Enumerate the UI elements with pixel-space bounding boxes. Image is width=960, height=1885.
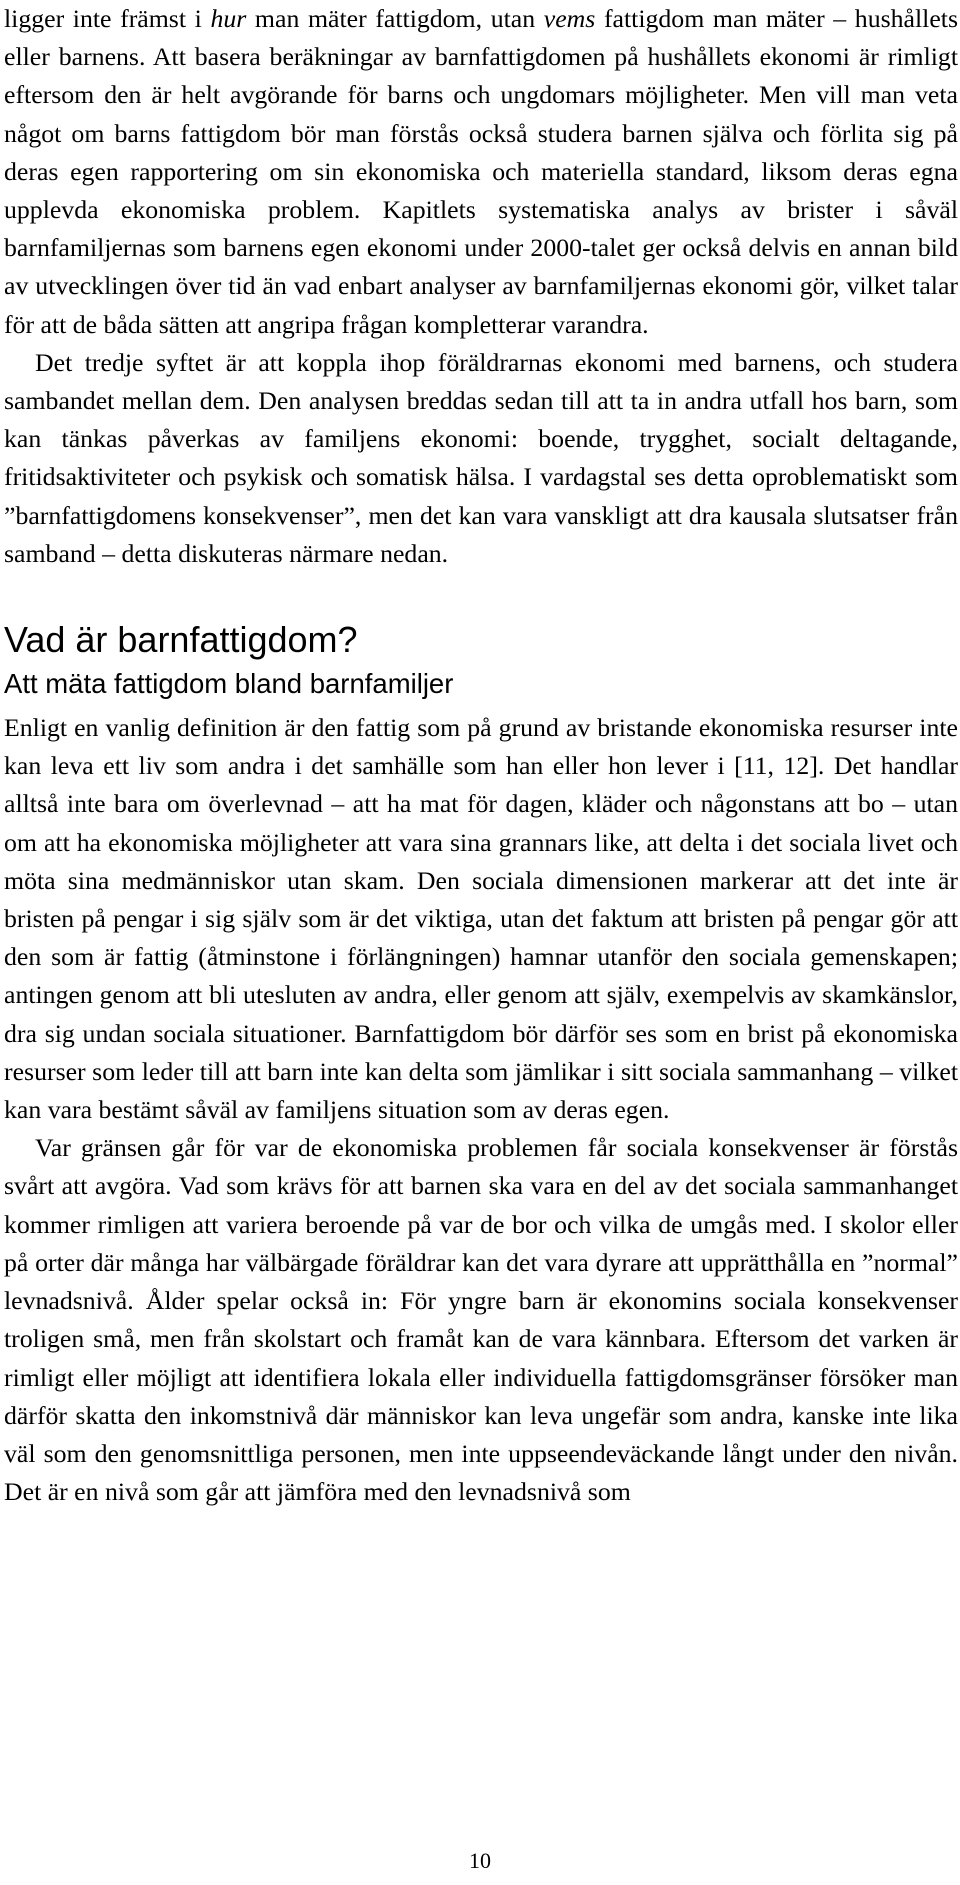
section-paragraph-1: Enligt en vanlig definition är den fattig som på grund av bristande ekonomiska resurser inte kan leva ett liv som andra i det samhälle som han eller hon lever i [11, 12]. Det handlar alltså inte bara om överlevnad – att ha mat för dagen, kläder och någonstans att bo – utan om att ha ekonomiska möjligheter att vara sina grannars like, att delta i det sociala livet och möta sina medmänniskor utan skam. Den sociala dimensionen markerar att det inte är bristen på pengar i sig själv som är det viktiga, utan det faktum att bristen på pengar gör att den som är fattig (åtminstone i förlängningen) hamnar utanför den sociala gemenskapen; antingen genom att bli utesluten av andra, eller genom att själv, exempelvis av skamkänslor, dra sig undan sociala situationer. Barnfattigdom bör därför ses som en brist på ekonomiska resurser som leder till att barn inte kan delta som jämlikar i sitt sociala sammanhang – vilket kan vara bestämt såväl av familjens situation som av deras egen. <box>4 713 958 1125</box>
intro-paragraph-1-text-b: man mäter fattigdom, utan <box>246 4 544 33</box>
emphasis-hur: hur <box>210 4 247 33</box>
section-paragraph-2: Var gränsen går för var de ekonomiska problemen får sociala konsekvenser är förstås svårt att avgöra. Vad som krävs för att barnen ska vara en del av det sociala sammanhanget kommer rimligen att variera beroende på var de bor och vilka de umgås med. I skolor eller på orter där många har välbärgade föräldrar kan det vara dyrare att upprätthålla en ”normal” levnadsnivå. Ålder spelar också in: För yngre barn är ekonomins sociala konsekvenser troligen små, men från skolstart och framåt kan de vara kännbara. Eftersom det varken är rimligt eller möjligt att identifiera lokala eller individuella fattigdomsgränser försöker man därför skatta den inkomstnivå där människor kan leva ungefär som andra, kanske inte lika väl som den genomsnittliga personen, men inte uppseendeväckande långt under den nivån. Det är en nivå som går att jämföra med den levnadsnivå som <box>4 1133 958 1507</box>
intro-paragraph-1-text-c: fattigdom man mäter – hushållets eller barnens. Att basera beräkningar av barnfattigdomen på hushållets ekonomi är rimligt eftersom den är helt avgörande för barns och ungdomars möjligheter. Men vill man veta något om barns fattigdom bör man förstås också studera barnen själva och förlita sig på deras egen rapportering om sin ekonomiska och materiella standard, liksom deras egna upplevda ekonomiska problem. Kapitlets systematiska analys av brister i såväl barnfamiljernas som barnens egen ekonomi under 2000-talet ger också delvis en annan bild av utvecklingen över tid än vad enbart analyser av barnfamiljernas ekonomi gör, vilket talar för att de båda sätten att angripa frågan kompletterar varandra. <box>4 4 958 339</box>
page-content <box>4 0 958 1511</box>
intro-paragraph-1 <box>4 0 958 344</box>
intro-paragraph-2: Det tredje syftet är att koppla ihop föräldrarnas ekonomi med barnens, och studera sambandet mellan dem. Den analysen breddas sedan till att ta in andra utfall hos barn, som kan tänkas påverkas av familjens ekonomi: boende, trygghet, socialt deltagande, fritidsaktiviteter och psykisk och somatisk hälsa. I vardagstal ses detta oproblematiskt som ”barnfattigdomens konsekvenser”, men det kan vara vanskligt att dra kausala slutsatser från samband – detta diskuteras närmare nedan. <box>4 347 958 568</box>
section-heading: Vad är barnfattigdom? <box>4 619 358 661</box>
page-number: 10 <box>469 1848 491 1873</box>
intro-paragraph-1-text-a: ligger inte främst i <box>4 4 211 33</box>
emphasis-vems: vems <box>543 4 596 33</box>
section-subheading: Att mäta fattigdom bland barnfamiljer <box>4 668 454 700</box>
